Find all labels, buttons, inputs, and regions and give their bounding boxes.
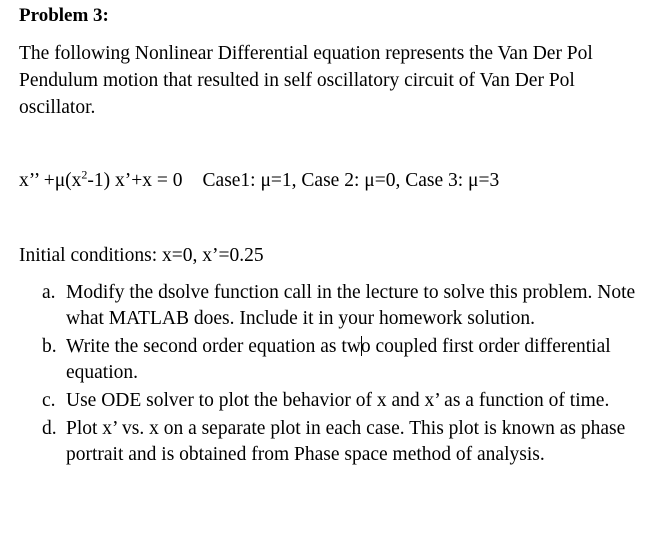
equation-cases: Case1: μ=1, Case 2: μ=0, Case 3: μ=3 [202,170,500,191]
task-marker: b. [42,336,57,357]
task-item-d [0,416,651,468]
equation-right: -1) x’+x = 0 [87,170,183,191]
equation-exponent: 2 [81,167,88,182]
task-marker: c. [42,390,56,411]
task-text-before-cursor: Write the second order equation as tw [66,336,361,357]
task-item-b [0,334,651,386]
equation-line [19,167,499,194]
problem-intro: The following Nonlinear Differential equation represents the Van Der Pol Pendulum motion that resulted in self oscillatory circuit of Van Der Pol oscillator. [19,43,593,118]
task-text: Modify the dsolve function call in the lecture to solve this problem. Note what MATLAB does. Include it in your homework solution. [66,282,636,329]
initial-conditions: Initial conditions: x=0, x’=0.25 [19,245,264,266]
problem-title: Problem 3: [19,5,109,26]
equation-left: x’’ +μ(x [19,170,82,191]
task-item-c [0,388,651,414]
task-marker: a. [42,282,56,303]
task-text: Plot x’ vs. x on a separate plot in each case. This plot is known as phase portrait and is obtained from Phase space method of analysis. [66,418,626,465]
task-text-after-cursor: o coupled first order differential equation. [66,336,611,383]
task-marker: d. [42,418,57,439]
task-item-a [0,280,651,332]
task-list [0,280,661,470]
task-text: Use ODE solver to plot the behavior of x and x’ as a function of time. [66,390,610,411]
